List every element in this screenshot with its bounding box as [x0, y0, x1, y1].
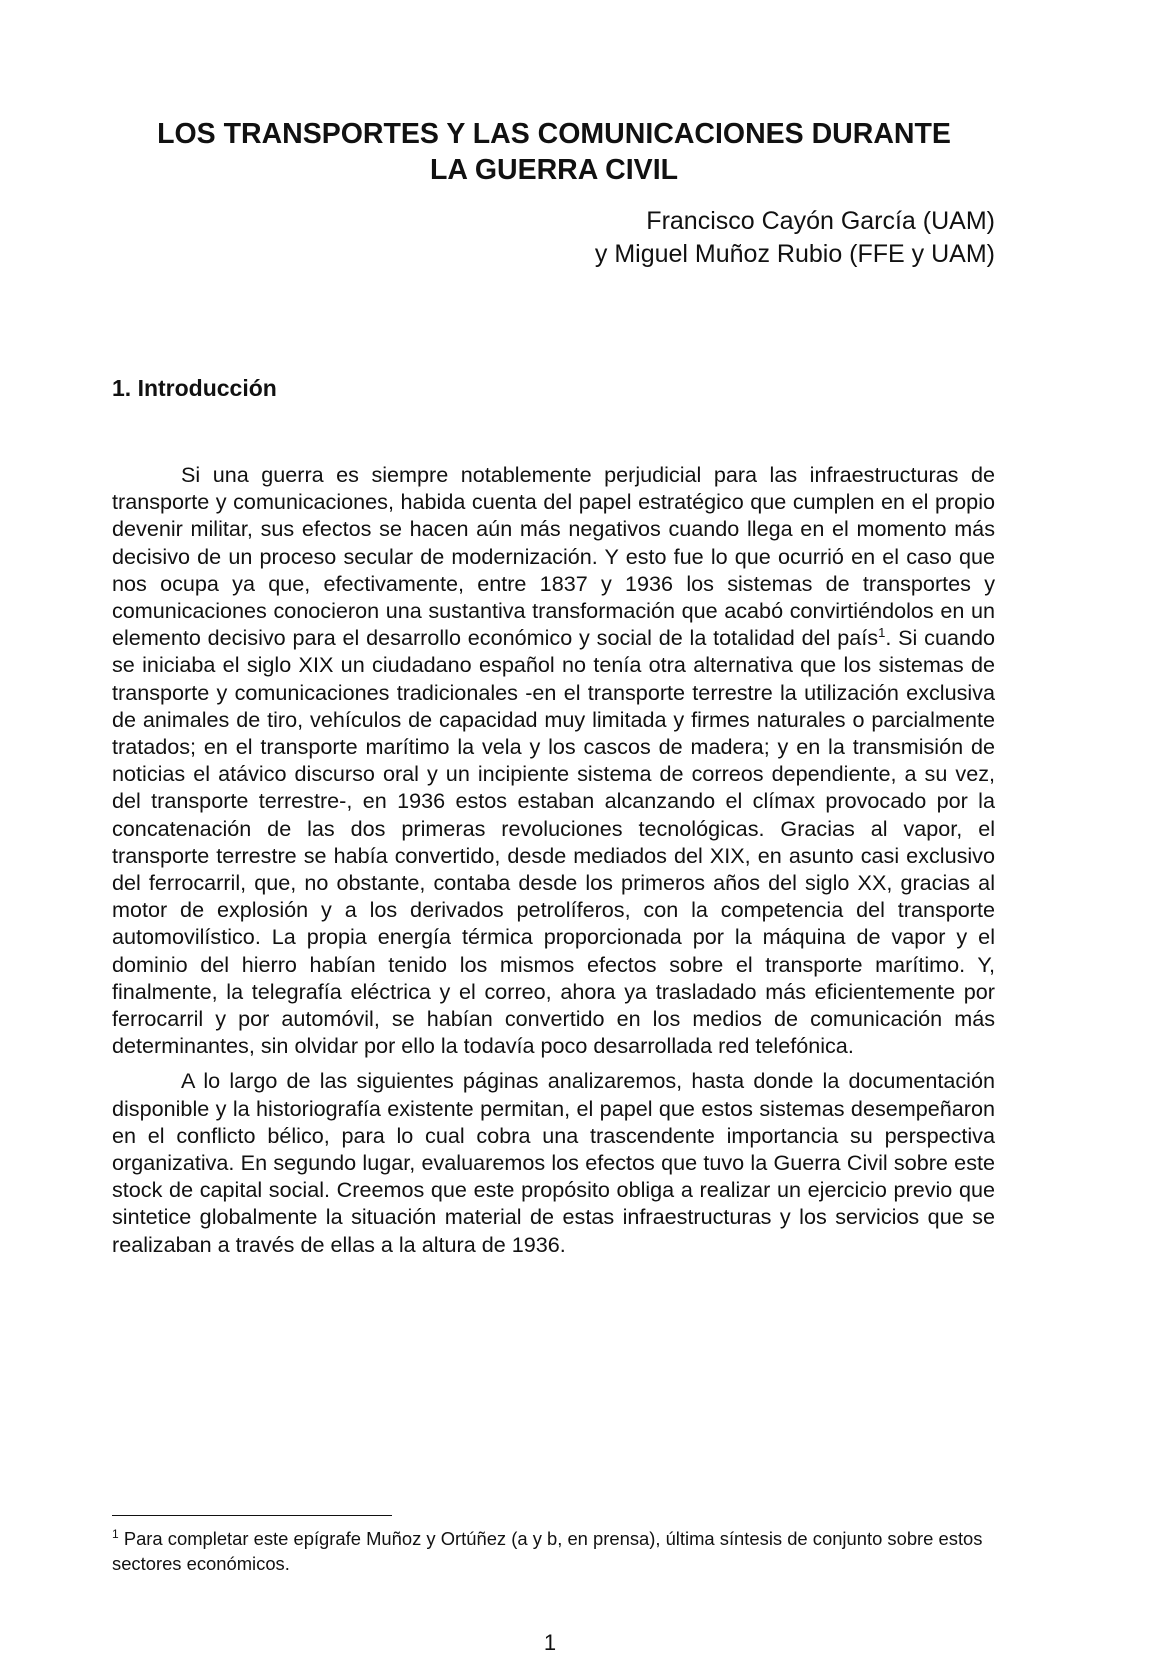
paragraph-1-part-2: . Si cuando se iniciaba el siglo XIX un ciudadano español no tenía otra alternativa que los sistemas de transporte y comunicaciones tradicionales -en el transporte terrestre la utilización exclusiva de animales de tiro, vehículos de capacidad muy limitada y firmes naturales o parcialmente tratados; en el transporte marítimo la vela y los cascos de madera; y en la transmisión de noticias el atávico discurso oral y un incipiente sistema de correos dependiente, a su vez, del transporte terrestre-, en 1936 estos estaban alcanzando el clímax provocado por la concatenación de las dos primeras revoluciones tecnológicas. Gracias al vapor, el transporte terrestre se había convertido, desde mediados del XIX, en asunto casi exclusivo del ferrocarril, que, no obstante, contaba desde los primeros años del siglo XX, gracias al motor de explosión y a los derivados petrolíferos, con la competencia del transporte automovilístico. La propia energía térmica proporcionada por la máquina de vapor y el dominio del hierro habían tenido los mismos efectos sobre el transporte marítimo. Y, finalmente, la telegrafía eléctrica y el correo, ahora ya trasladado más eficientemente por ferrocarril y por automóvil, se habían convertido en los medios de comunicación más determinantes, sin olvidar por ello la todavía poco desarrollada red telefónica. — [112, 625, 995, 1059]
body-text — [112, 461, 995, 1266]
paragraph-1 — [112, 461, 995, 1059]
author-1: Francisco Cayón García (UAM) — [646, 207, 995, 235]
paragraph-2: A lo largo de las siguientes páginas analizaremos, hasta donde la documentación disponible y la historiografía existente permitan, el papel que estos sistemas desempeñaron en el conflicto bélico, para lo cual cobra una trascendente importancia su perspectiva organizativa. En segundo lugar, evaluaremos los efectos que tuvo la Guerra Civil sobre este stock de capital social. Creemos que este propósito obliga a realizar un ejercicio previo que sintetice globalmente la situación material de estas infraestructuras y los servicios que se realizaban a través de ellas a la altura de 1936. — [112, 1068, 995, 1257]
footnote — [112, 1526, 995, 1576]
section-heading: 1. Introducción — [112, 375, 277, 401]
footnote-text: Para completar este epígrafe Muñoz y Ortúñez (a y b, en prensa), última síntesis de conjunto sobre estos sectores económicos. — [112, 1528, 983, 1574]
footnote-reference[interactable]: 1 — [878, 625, 886, 641]
author-2: y Miguel Muñoz Rubio (FFE y UAM) — [594, 240, 995, 268]
authors-block — [595, 205, 995, 271]
paragraph-1-part-1: Si una guerra es siempre notablemente perjudicial para las infraestructuras de transporte y comunicaciones, habida cuenta del papel estratégico que cumplen en el propio devenir militar, sus efectos se hacen aún más negativos cuando llega en el momento más decisivo de un proceso secular de modernización. Y esto fue lo que ocurrió en el caso que nos ocupa ya que, efectivamente, entre 1837 y 1936 los sistemas de transportes y comunicaciones conocieron una sustantiva transformación que acabó convirtiéndolos en un elemento decisivo para el desarrollo económico y social de la totalidad del país — [112, 462, 995, 651]
document-title — [112, 116, 996, 188]
title-line-1: LOS TRANSPORTES Y LAS COMUNICACIONES DURANTE — [157, 118, 951, 150]
footnote-number: 1 — [112, 1526, 119, 1541]
title-line-2: LA GUERRA CIVIL — [429, 154, 679, 186]
footnote-separator — [112, 1515, 392, 1516]
page-number: 1 — [543, 1630, 557, 1655]
